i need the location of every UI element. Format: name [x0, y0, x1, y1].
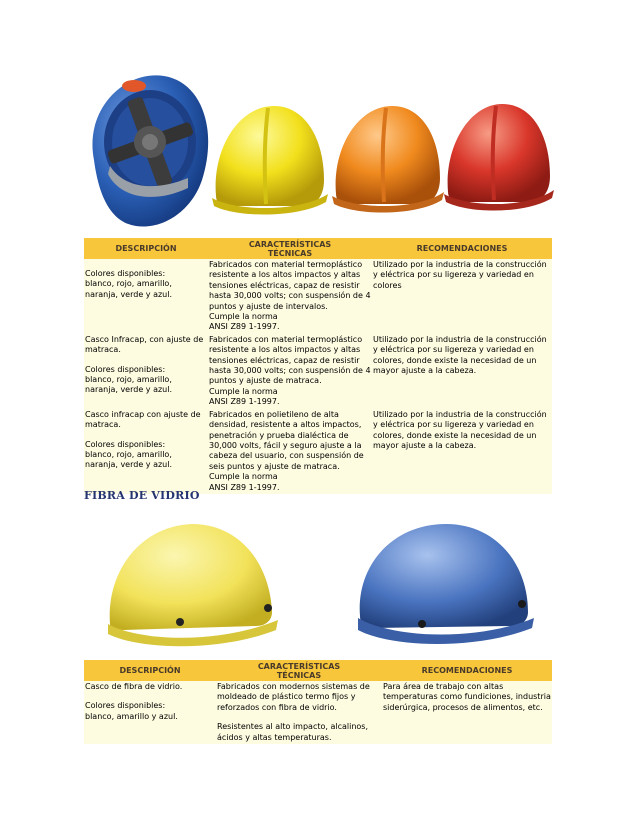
table-row — [84, 259, 552, 334]
cell-line: mayor ajuste a la cabeza. — [373, 440, 477, 450]
cell-line: Colores disponibles: — [85, 269, 166, 278]
table-row — [84, 409, 552, 494]
cell-line: y eléctrica por su ligereza y variedad en — [373, 270, 534, 280]
header-descripcion: DESCRIPCIÓN — [84, 238, 208, 259]
cell-line: matraca. — [85, 345, 121, 355]
cell-line: matraca. — [85, 420, 121, 430]
cell-line: Cumple la norma — [209, 386, 278, 396]
header-descripcion: DESCRIPCIÓN — [84, 660, 216, 681]
cell-line: tensiones eléctricas, capaz de resistir — [209, 280, 360, 290]
cell-line: Para área de trabajo con altas — [383, 682, 504, 691]
cell-line: Colores disponibles: — [85, 364, 166, 374]
cell-line: ANSI Z89 1-1997. — [209, 397, 280, 407]
cell-line: y eléctrica por su ligereza y variedad en — [373, 420, 534, 430]
orange-helmet-icon — [328, 100, 446, 218]
cell-descripcion — [84, 334, 208, 409]
cell-descripcion — [84, 409, 208, 494]
cell-line — [85, 692, 215, 701]
cell-line: Fabricados con material termoplástico — [209, 334, 363, 344]
fiberglass-helmet-images — [0, 520, 638, 660]
cell-line: Casco infracap con ajuste de — [85, 409, 201, 419]
blue-fiberglass-helmet-icon — [352, 520, 538, 650]
cell-line: 30,000 volts, fácil y seguro ajuste a la — [209, 440, 362, 450]
cell-line: Utilizado por la industria de la construcción — [373, 409, 547, 419]
cell-caracteristicas — [208, 334, 372, 409]
header-recomendaciones: RECOMENDACIONES — [372, 238, 552, 259]
cell-line: resistente a los altos impactos y altas — [209, 270, 361, 280]
cell-line: puntos y ajuste de matraca. — [209, 376, 322, 386]
cell-line — [85, 356, 207, 365]
cell-line: siderúrgica, procesos de alimentos, etc. — [383, 702, 543, 712]
fiberglass-spec-table — [84, 660, 552, 744]
header-caracteristicas-line1: CARACTERÍSTICAS — [257, 661, 341, 671]
cell-line: penetración y prueba dialéctica de — [209, 430, 349, 440]
cell-recomendaciones — [372, 334, 552, 409]
cell-line: hasta 30,000 volts; con suspensión de 4 — [209, 366, 371, 376]
cell-descripcion — [84, 259, 208, 334]
section-title: FIBRA DE VIDRIO — [84, 489, 200, 502]
cell-line: blanco, amarillo y azul. — [85, 711, 178, 721]
top-helmet-images — [0, 62, 638, 232]
cell-recomendaciones — [372, 409, 552, 494]
cell-line: blanco, rojo, amarillo, — [85, 449, 172, 459]
cell-line: reforzados con fibra de vidrio. — [217, 702, 337, 712]
table-header-row — [84, 660, 552, 681]
header-caracteristicas-line1: CARACTERÍSTICAS — [248, 239, 332, 249]
cell-line: temperaturas como fundiciones, industria — [383, 692, 551, 702]
header-recomendaciones: RECOMENDACIONES — [382, 660, 552, 681]
cell-line: puntos y ajuste de intervalos. — [209, 301, 328, 311]
yellow-fiberglass-helmet-icon — [100, 520, 282, 650]
cell-line: colores — [373, 280, 402, 290]
cell-recomendaciones — [382, 681, 552, 744]
header-caracteristicas-line2: TÉCNICAS — [267, 248, 313, 258]
cell-line: Fabricados con material termoplástico — [209, 260, 363, 269]
cell-line: Utilizado por la industria de la construcción — [373, 260, 547, 269]
cell-line: y eléctrica por su ligereza y variedad en — [373, 345, 534, 355]
cell-line: ANSI Z89 1-1997. — [209, 482, 280, 492]
cell-line: cabeza del usuario, con suspensión de — [209, 451, 364, 461]
cell-line: Resistentes al alto impacto, alcalinos, — [217, 722, 369, 732]
cell-line: Fabricados en polietileno de alta — [209, 409, 339, 419]
cell-recomendaciones — [372, 259, 552, 334]
cell-line: naranja, verde y azul. — [85, 289, 173, 299]
cell-line: ANSI Z89 1-1997. — [209, 322, 280, 332]
cell-line — [85, 431, 207, 440]
cell-descripcion — [84, 681, 216, 744]
cell-line: colores, donde existe la necesidad de un — [373, 355, 537, 365]
blue-helmet-inside-icon — [84, 70, 216, 232]
cell-line: densidad, resistente a altos impactos, — [209, 420, 362, 430]
cell-line — [85, 260, 207, 269]
cell-line: Colores disponibles: — [85, 701, 166, 711]
red-helmet-icon — [440, 98, 556, 216]
cell-caracteristicas — [208, 259, 372, 334]
cell-line: ácidos y altas temperaturas. — [217, 732, 332, 742]
helmets-spec-table — [84, 238, 552, 494]
cell-line: naranja, verde y azul. — [85, 385, 173, 395]
cell-line: resistente a los altos impactos y altas — [209, 345, 361, 355]
cell-line: tensiones eléctricas, capaz de resistir — [209, 355, 360, 365]
cell-line: hasta 30,000 volts; con suspensión de 4 — [209, 291, 371, 301]
cell-line: Fabricados con modernos sistemas de — [217, 682, 370, 691]
cell-caracteristicas — [216, 681, 382, 744]
table-row — [84, 681, 552, 744]
cell-line: Cumple la norma — [209, 472, 278, 482]
cell-line: moldeado de plástico termo fijos y — [217, 692, 356, 702]
header-caracteristicas — [208, 238, 372, 259]
table-row — [84, 334, 552, 409]
cell-line: seis puntos y ajuste de matraca. — [209, 461, 340, 471]
cell-line: blanco, rojo, amarillo, — [85, 279, 172, 289]
cell-caracteristicas — [208, 409, 372, 494]
cell-line: colores, donde existe la necesidad de un — [373, 430, 537, 440]
cell-line: Colores disponibles: — [85, 439, 166, 449]
header-caracteristicas — [216, 660, 382, 681]
table-header-row — [84, 238, 552, 259]
yellow-helmet-icon — [208, 100, 330, 220]
cell-line: Cumple la norma — [209, 312, 278, 322]
cell-line: mayor ajuste a la cabeza. — [373, 366, 477, 376]
cell-line: blanco, rojo, amarillo, — [85, 375, 172, 385]
cell-line: Utilizado por la industria de la construcción — [373, 334, 547, 344]
header-caracteristicas-line2: TÉCNICAS — [276, 670, 322, 680]
cell-line: Casco de fibra de vidrio. — [85, 682, 183, 691]
cell-line — [217, 713, 381, 722]
cell-line: naranja, verde y azul. — [85, 460, 173, 470]
cell-line: Casco Infracap, con ajuste de — [85, 334, 204, 344]
